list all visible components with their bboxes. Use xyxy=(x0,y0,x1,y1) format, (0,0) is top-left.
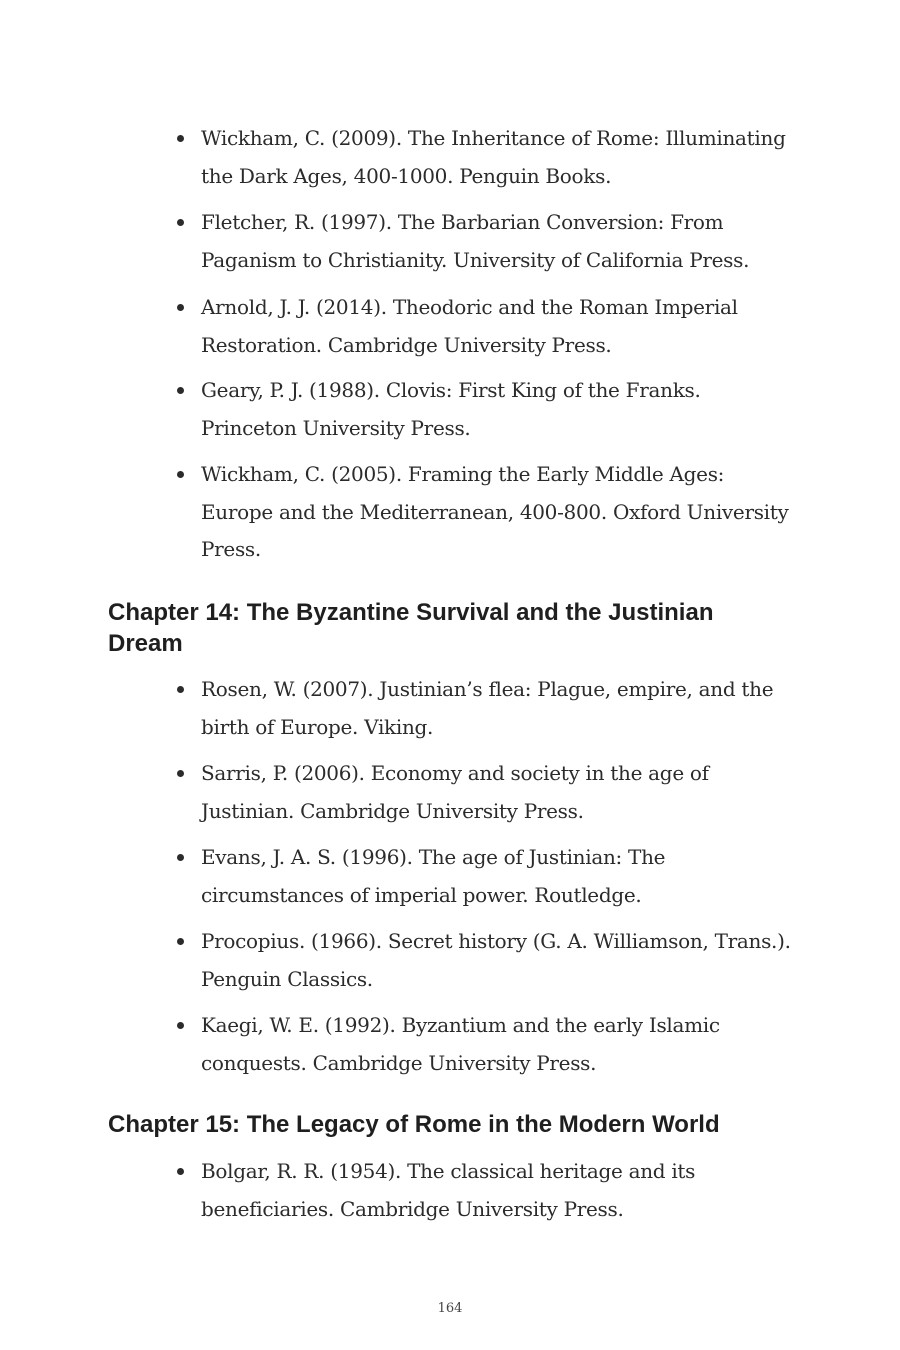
reference-text: Kaegi, W. E. (1992). Byzantium and the early Islamic conquests. Cambridge University Press. xyxy=(201,1013,720,1075)
reference-text: Geary, P. J. (1988). Clovis: First King of the Franks. Princeton University Press. xyxy=(201,378,701,440)
reference-text: Wickham, C. (2005). Framing the Early Middle Ages: Europe and the Mediterranean, 400-800. Oxford University Press. xyxy=(201,462,789,561)
bullet-icon xyxy=(177,770,184,777)
reference-item xyxy=(201,456,801,569)
reference-item xyxy=(201,204,801,279)
bullet-icon xyxy=(177,219,184,226)
bullet-icon xyxy=(177,471,184,478)
reference-text: Rosen, W. (2007). Justinian’s flea: Plague, empire, and the birth of Europe. Viking. xyxy=(201,677,774,739)
bullet-icon xyxy=(177,387,184,394)
bullet-icon xyxy=(177,304,184,311)
bullet-icon xyxy=(177,1022,184,1029)
reference-text: Bolgar, R. R. (1954). The classical heritage and its beneficiaries. Cambridge University Press. xyxy=(201,1159,696,1221)
reference-item xyxy=(201,1007,801,1082)
reference-text: Sarris, P. (2006). Economy and society in the age of Justinian. Cambridge University Press. xyxy=(201,761,709,823)
reference-item xyxy=(201,1153,801,1228)
reference-text: Procopius. (1966). Secret history (G. A. Williamson, Trans.). Penguin Classics. xyxy=(201,929,791,991)
page-number: 164 xyxy=(437,1301,463,1316)
bullet-icon xyxy=(177,135,184,142)
bullet-icon xyxy=(177,938,184,945)
reference-text: Fletcher, R. (1997). The Barbarian Conversion: From Paganism to Christianity. University of California Press. xyxy=(201,210,750,272)
reference-item xyxy=(201,923,801,998)
reference-item xyxy=(201,120,801,195)
reference-item xyxy=(201,372,801,447)
bullet-icon xyxy=(177,1168,184,1175)
reference-item xyxy=(201,671,801,746)
reference-item xyxy=(201,755,801,830)
reference-text: Wickham, C. (2009). The Inheritance of Rome: Illuminating the Dark Ages, 400-1000. Penguin Books. xyxy=(201,126,786,188)
chapter-heading: Chapter 14: The Byzantine Survival and the Justinian Dream xyxy=(108,599,714,657)
bullet-icon xyxy=(177,854,184,861)
bullet-icon xyxy=(177,686,184,693)
reference-text: Arnold, J. J. (2014). Theodoric and the Roman Imperial Restoration. Cambridge University Press. xyxy=(201,295,738,357)
reference-item xyxy=(201,289,801,364)
reference-item xyxy=(201,839,801,914)
reference-text: Evans, J. A. S. (1996). The age of Justinian: The circumstances of imperial power. Routledge. xyxy=(201,845,666,907)
chapter-heading: Chapter 15: The Legacy of Rome in the Modern World xyxy=(108,1111,720,1138)
